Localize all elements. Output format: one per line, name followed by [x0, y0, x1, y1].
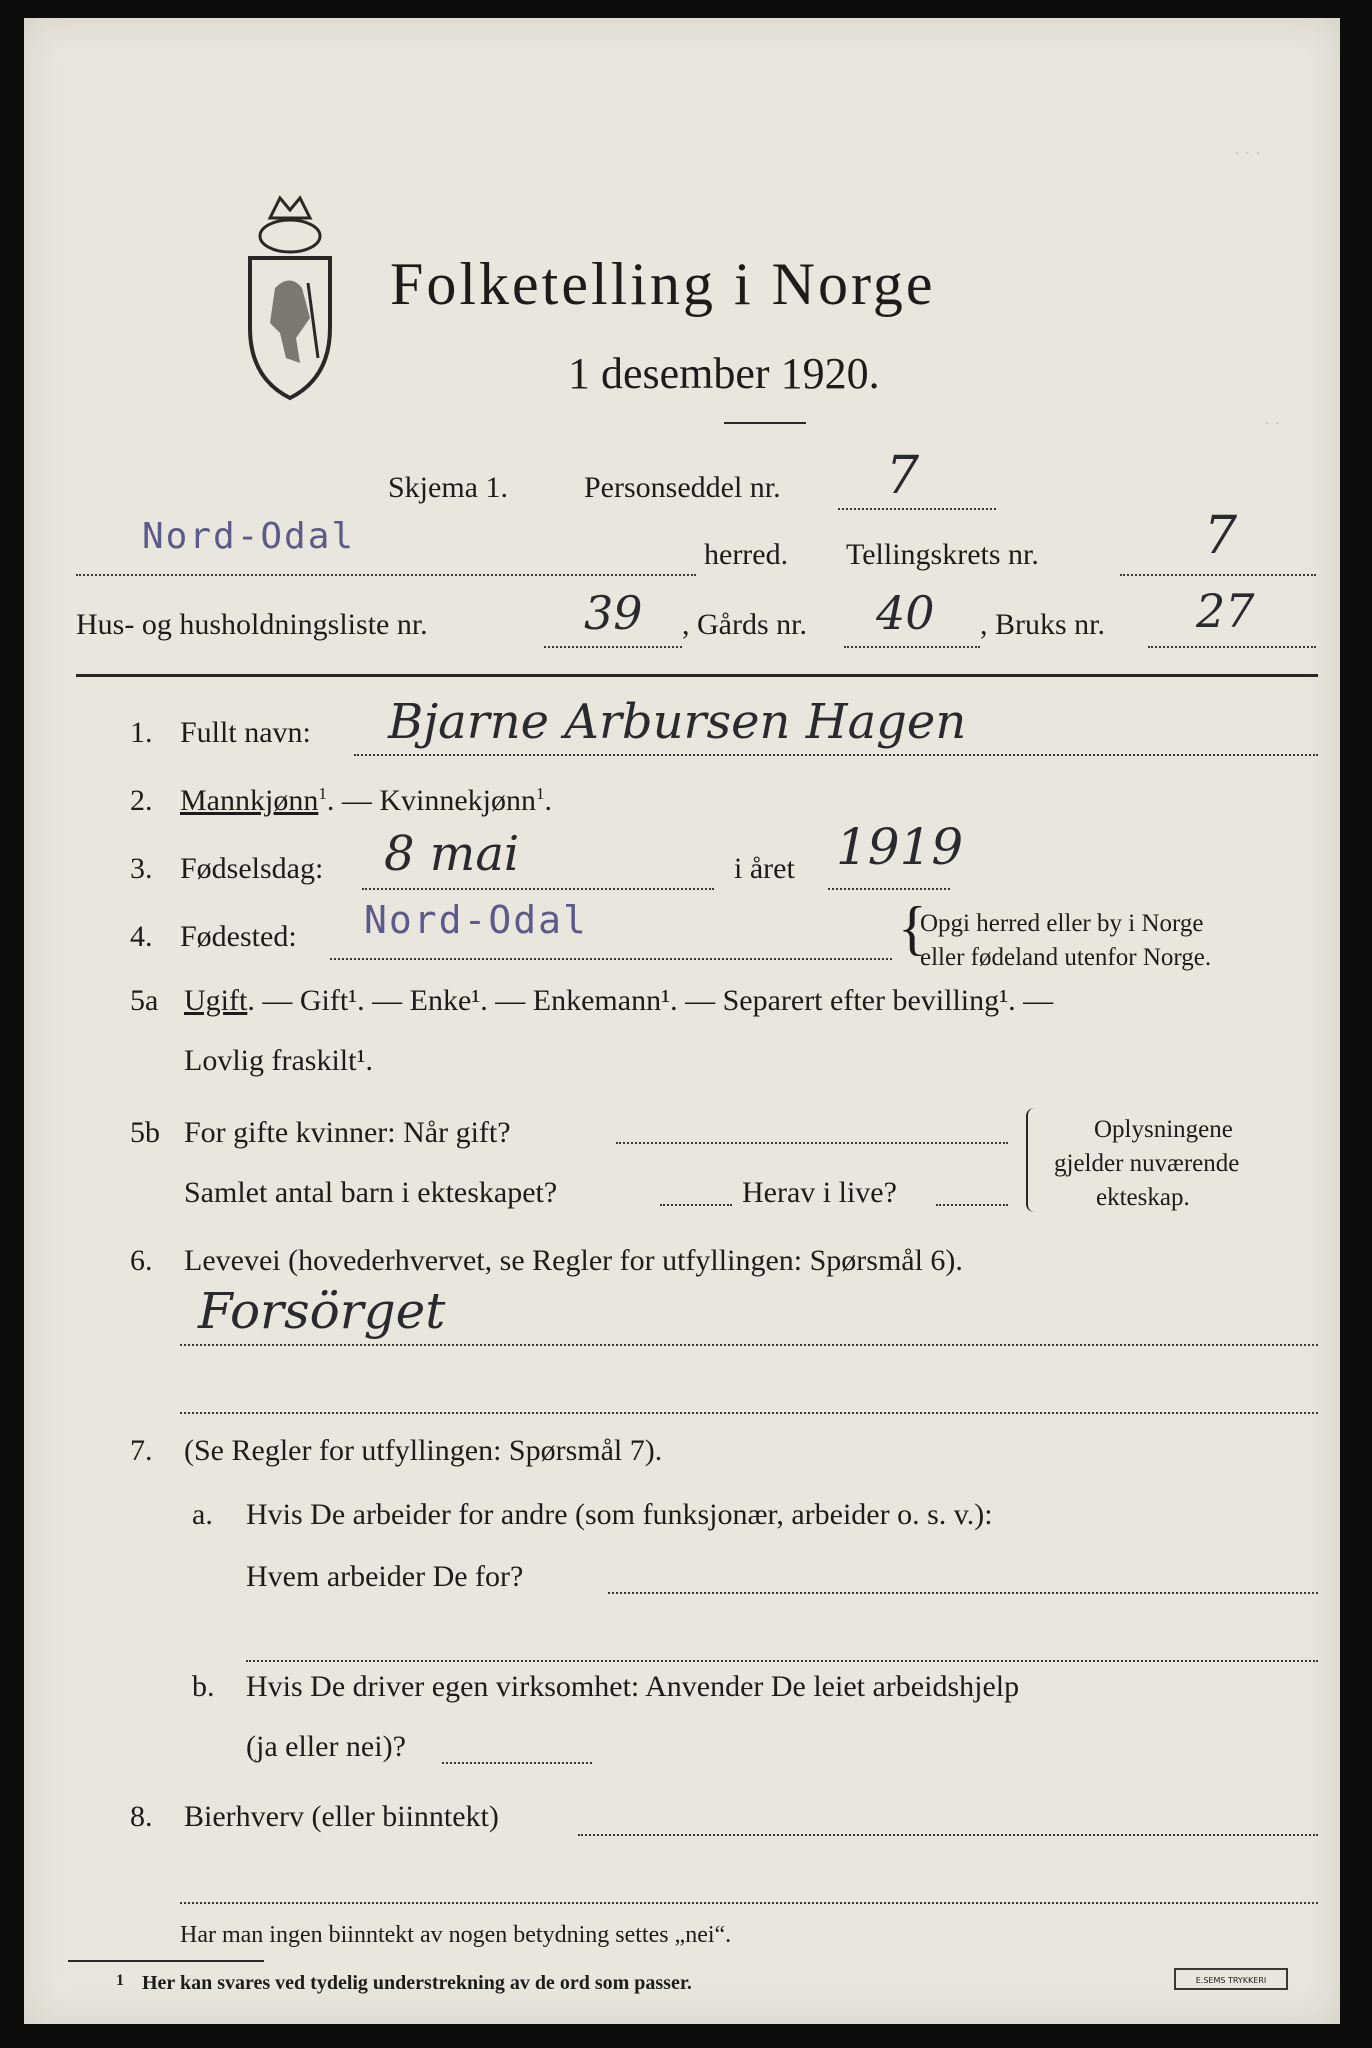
marital-status-options: Ugift. — Gift¹. — Enke¹. — Enkemann¹. — Separert efter bevilling¹. — [184, 984, 1054, 1017]
hus-label: Hus- og husholdningsliste nr. [76, 608, 428, 641]
gender-options: Mannkjønn$^1$. — Kvinnekjønn$^1$. [180, 784, 552, 817]
footnote-text: Her kan svares ved tydelig understrekning av de ord som passer. [142, 1972, 692, 1994]
footnote-rule [68, 1960, 264, 1962]
year-label: i året [734, 852, 795, 885]
gards-field-line [844, 646, 980, 648]
q1-number: 1. [130, 716, 153, 749]
herred-field-line [76, 574, 696, 576]
tellingskrets-value[interactable]: 7 [1204, 506, 1238, 566]
side-income-note: Har man ingen biinntekt av nogen betydning settes „nei“. [180, 1922, 732, 1948]
gards-label: , Gårds nr. [682, 608, 807, 641]
employer-field-line [608, 1592, 1318, 1594]
census-form [24, 18, 1340, 2024]
form-title: Folketelling i Norge [390, 251, 936, 317]
bleed-through-mark: · · [1264, 413, 1281, 433]
birthday-value[interactable]: 8 mai [384, 826, 520, 882]
birthplace-stamp-value[interactable]: Nord-Odal [364, 898, 588, 942]
coat-of-arms-icon [230, 188, 350, 408]
q5b-note-line3: ekteskap. [1096, 1184, 1190, 1211]
herred-label: herred. [704, 538, 789, 571]
q3-number: 3. [130, 852, 153, 885]
personseddel-field-line [838, 508, 996, 510]
schema-label: Skjema 1. [388, 471, 508, 504]
hus-value[interactable]: 39 [584, 586, 643, 640]
gender-male-option[interactable]: Mannkjønn [180, 784, 319, 817]
hus-field-line [544, 646, 682, 648]
gards-value[interactable]: 40 [876, 586, 935, 640]
children-field-line [660, 1204, 732, 1206]
q5a-number: 5a [130, 984, 159, 1017]
q7a-text: Hvis De arbeider for andre (som funksjonær, arbeider o. s. v.): [246, 1498, 993, 1531]
birth-year-value[interactable]: 1919 [836, 818, 964, 876]
children-label: Samlet antal barn i ekteskapet? [184, 1176, 558, 1209]
bleed-through-mark: · · · [1234, 143, 1261, 163]
section-rule [76, 674, 1318, 677]
q6-number: 6. [130, 1244, 153, 1277]
alive-field-line [936, 1204, 1008, 1206]
q2-number: 2. [130, 784, 153, 817]
q4-number: 4. [130, 920, 153, 953]
q4-note-line2: eller fødeland utenfor Norge. [920, 944, 1212, 971]
title-divider [724, 422, 806, 424]
q7a-employer-label: Hvem arbeider De for? [246, 1560, 524, 1593]
q7-label: (Se Regler for utfyllingen: Spørsmål 7). [184, 1434, 663, 1467]
side-income-field-line [578, 1834, 1318, 1836]
footnote-mark: 1 [116, 1972, 124, 1989]
q1-field-line [354, 754, 1318, 756]
birthday-field-line [362, 888, 714, 890]
q7a-letter: a. [192, 1498, 213, 1531]
marital-divorced-option[interactable]: Lovlig fraskilt¹. [184, 1044, 373, 1077]
q7-number: 7. [130, 1434, 153, 1467]
q8-number: 8. [130, 1800, 153, 1833]
hired-help-field-line [442, 1762, 592, 1764]
side-income-field-line-2 [180, 1902, 1318, 1904]
q7b-letter: b. [192, 1670, 215, 1703]
bruks-label: , Bruks nr. [980, 608, 1106, 641]
bruks-field-line [1148, 646, 1316, 648]
bruks-value[interactable]: 27 [1196, 584, 1255, 638]
q7b-hired-help-label: (ja eller nei)? [246, 1730, 406, 1763]
q7b-text: Hvis De driver egen virksomhet: Anvender De leiet arbeidshjelp [246, 1670, 1020, 1703]
marital-unmarried-option[interactable]: Ugift [184, 984, 248, 1017]
printer-mark: E.SEMS TRYKKERI [1174, 1968, 1288, 1990]
q5b-note-brace [1026, 1108, 1036, 1212]
q5b-note-line1: Oplysningene [1094, 1116, 1233, 1143]
occupation-value[interactable]: Forsörget [198, 1282, 446, 1340]
herred-stamp-value[interactable]: Nord-Odal [142, 516, 356, 557]
birthplace-field-line [330, 958, 892, 960]
q5b-label: For gifte kvinner: Når gift? [184, 1116, 511, 1149]
q5b-note-line2: gjelder nuværende [1054, 1150, 1240, 1177]
employer-field-line-2 [246, 1660, 1318, 1662]
personseddel-value[interactable]: 7 [886, 446, 920, 506]
q1-label: Fullt navn: [180, 716, 311, 749]
q4-note-brace: { [898, 895, 927, 961]
census-date: 1 desember 1920. [568, 349, 880, 398]
occupation-field-line-2 [180, 1412, 1318, 1414]
q4-label: Fødested: [180, 920, 297, 953]
q8-label: Bierhverv (eller biinntekt) [184, 1800, 499, 1833]
alive-label: Herav i live? [742, 1176, 897, 1209]
q6-label: Levevei (hovederhvervet, se Regler for utfyllingen: Spørsmål 6). [184, 1244, 963, 1277]
personseddel-label: Personseddel nr. [584, 471, 781, 504]
occupation-field-line [180, 1344, 1318, 1346]
year-field-line [828, 888, 950, 890]
full-name-value[interactable]: Bjarne Arbursen Hagen [388, 694, 967, 750]
q5b-number: 5b [130, 1116, 160, 1149]
married-when-field-line [616, 1142, 1008, 1144]
tellingskrets-label: Tellingskrets nr. [846, 538, 1039, 571]
q4-note-line1: Opgi herred eller by i Norge [920, 910, 1204, 937]
tellingskrets-field-line [1120, 574, 1316, 576]
gender-female-option[interactable]: Kvinnekjønn [379, 784, 536, 817]
q3-label: Fødselsdag: [180, 852, 324, 885]
